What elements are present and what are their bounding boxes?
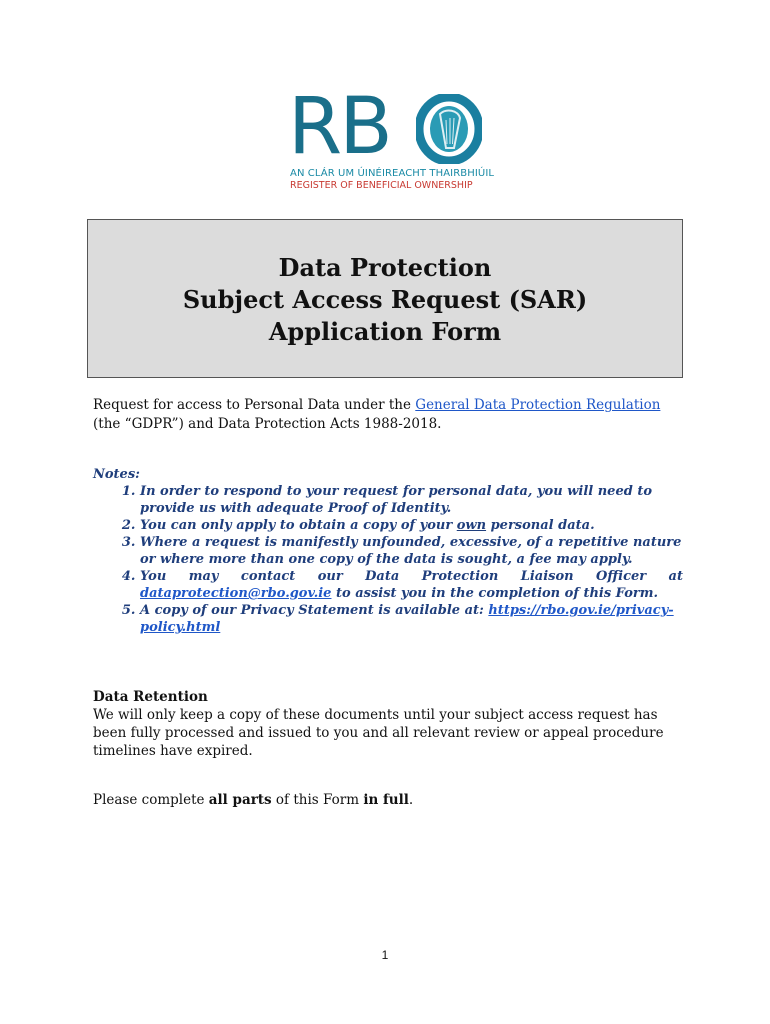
privacy-policy-link[interactable]: https://rbo.gov.ie/privacy-policy.html (140, 603, 674, 635)
note-2-own: own (456, 518, 487, 533)
intro-paragraph (93, 396, 683, 434)
note-2-text-after: personal data. (486, 518, 595, 533)
note-item-1: 1. In order to respond to your request for personal data, you will need to provide us with adequate Proof of Identity. (140, 483, 683, 517)
page-number: 1 (381, 948, 389, 962)
complete-bold-1: all parts (208, 792, 272, 808)
complete-instruction (93, 791, 683, 809)
complete-text-2: of this Form (271, 792, 364, 808)
title-box (87, 219, 683, 378)
logo-irish-name: AN CLÁR UM ÚINÉIREACHT THAIRBHIÚIL (290, 168, 495, 179)
gdpr-link[interactable]: General Data Protection Regulation (415, 397, 661, 413)
note-item-5 (140, 602, 683, 636)
notes-section (93, 466, 683, 636)
note-5-text: A copy of our Privacy Statement is available at: (140, 603, 489, 618)
title-line-1: Data Protection (278, 253, 492, 282)
intro-text-before: Request for access to Personal Data under the (93, 397, 416, 413)
note-2-text: You can only apply to obtain a copy of your (140, 518, 457, 533)
intro-text-after: (the “GDPR”) and Data Protection Acts 1988-2018. (93, 416, 442, 432)
complete-text-3: . (408, 792, 414, 808)
note-4-text-after: to assist you in the completion of this Form. (331, 586, 658, 601)
title-line-3: Application Form (268, 317, 502, 346)
dpo-email-link[interactable]: dataprotection@rbo.gov.ie (140, 586, 332, 601)
title-line-2: Subject Access Request (SAR) (182, 285, 588, 314)
complete-bold-2: in full (363, 792, 409, 808)
data-retention-body: We will only keep a copy of these documents until your subject access request has been fully processed and issued to you and all relevant review or appeal procedure timelines have expired. (93, 707, 664, 759)
note-4-line-1: 4. You may contact our Data Protection Liaison Officer at (140, 569, 683, 584)
logo-english-name: REGISTER OF BENEFICIAL OWNERSHIP (290, 180, 473, 191)
note-item-3: 3. Where a request is manifestly unfounded, excessive, of a repetitive nature or where more than one copy of the data is sought, a fee may apply. (140, 534, 683, 568)
harp-emblem-icon (416, 94, 482, 164)
notes-heading: Notes: (93, 467, 140, 482)
logo-letters: RB (288, 82, 390, 172)
note-item-4 (140, 568, 683, 602)
note-item-2 (140, 517, 683, 534)
data-retention-section (93, 688, 683, 760)
data-retention-heading: Data Retention (93, 689, 208, 705)
complete-text-1: Please complete (93, 792, 209, 808)
rbo-logo (288, 82, 518, 194)
notes-list (93, 483, 683, 636)
